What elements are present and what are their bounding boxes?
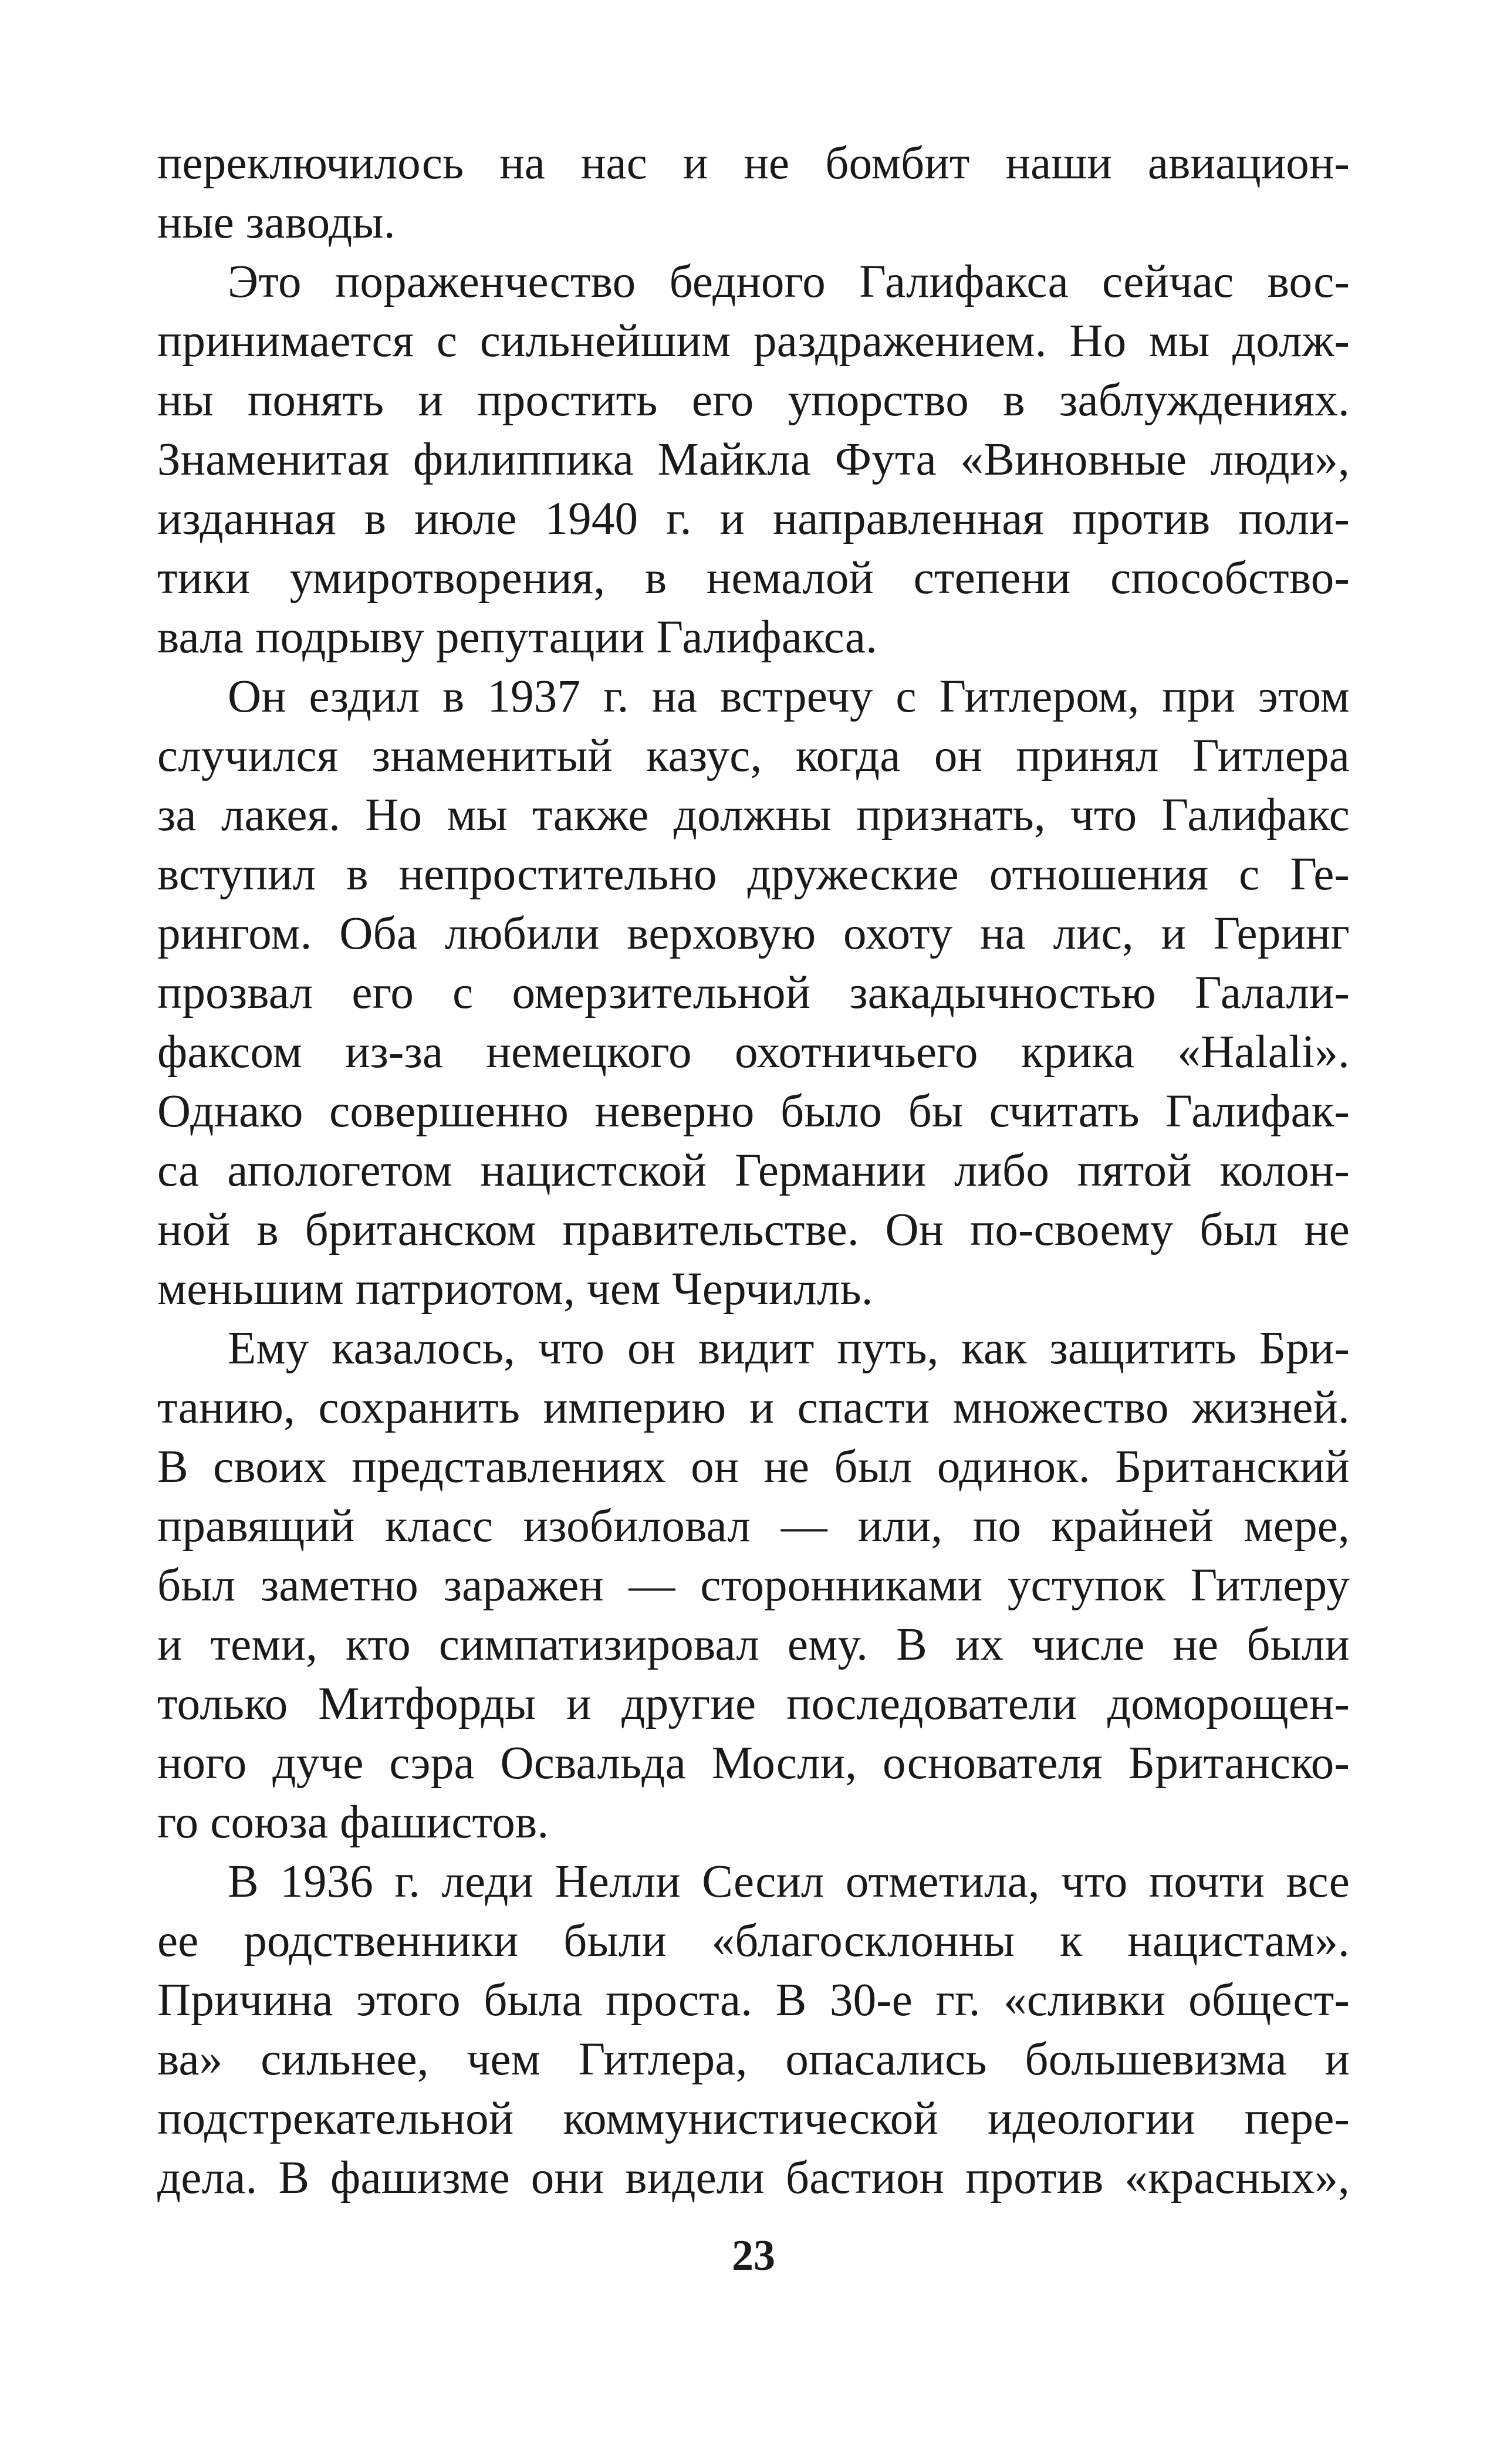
text-line: са апологетом нацистской Германии либо пятой колон- (157, 1145, 1350, 1196)
text-line: изданная в июле 1940 г. и направленная против поли- (157, 493, 1350, 544)
text-line: рингом. Оба любили верховую охоту на лис, и Геринг (157, 908, 1350, 959)
text-line: го союза фашистов. (157, 1797, 549, 1848)
text-line: Он ездил в 1937 г. на встречу с Гитлером, при этом (228, 671, 1350, 722)
text-line: прозвал его с омерзительной закадычностью Галали- (157, 967, 1350, 1018)
text-line: Причина этого была проста. В 30-е гг. «сливки общест- (157, 1975, 1350, 2026)
paragraph-5 (157, 1852, 1350, 2208)
text-line: В 1936 г. леди Нелли Сесил отметила, что почти все (228, 1856, 1350, 1907)
text-line: за лакея. Но мы также должны признать, что Галифакс (157, 790, 1350, 841)
text-line: только Митфорды и другие последователи доморощен- (157, 1678, 1350, 1729)
page-number: 23 (732, 2232, 775, 2280)
text-line: вала подрыву репутации Галифакса. (157, 612, 878, 663)
text-line: Это пораженчество бедного Галифакса сейчас вос- (228, 256, 1350, 307)
text-line: принимается с сильнейшим раздражением. Но мы долж- (157, 316, 1350, 367)
text-line: правящий класс изобиловал — или, по крайней мере, (157, 1501, 1350, 1552)
text-line: был заметно заражен — сторонниками уступок Гитлеру (157, 1560, 1350, 1611)
text-line: В своих представлениях он не был одинок. Британский (157, 1441, 1350, 1492)
paragraph-1 (157, 134, 1350, 252)
text-line: Ему казалось, что он видит путь, как защитить Бри- (228, 1323, 1350, 1374)
text-line: факсом из-за немецкого охотничьего крика «Halali». (157, 1027, 1350, 1078)
text-line: подстрекательной коммунистической идеологии пере- (157, 2093, 1350, 2144)
text-line: ее родственники были «благосклонны к нацистам». (157, 1915, 1350, 1967)
text-line: случился знаменитый казус, когда он принял Гитлера (157, 730, 1350, 781)
text-line: меньшим патриотом, чем Черчилль. (157, 1264, 873, 1315)
text-line: ны понять и простить его упорство в заблуждениях. (157, 375, 1350, 426)
text-line: вступил в непростительно дружеские отношения с Ге- (157, 849, 1350, 900)
text-line: танию, сохранить империю и спасти множество жизней. (157, 1382, 1350, 1433)
text-line: Знаменитая филиппика Майкла Фута «Виновные люди», (157, 434, 1350, 485)
text-line: ва» сильнее, чем Гитлера, опасались большевизма и (157, 2034, 1350, 2085)
text-line: переключилось на нас и не бомбит наши авиацион- (157, 138, 1350, 189)
paragraph-4 (157, 1319, 1350, 1852)
text-line: тики умиротворения, в немалой степени способство- (157, 553, 1350, 604)
text-line: и теми, кто симпатизировал ему. В их числе не были (157, 1619, 1350, 1670)
paragraph-2 (157, 252, 1350, 667)
book-page-text (157, 134, 1350, 2208)
text-line: ной в британском правительстве. Он по-своему был не (157, 1204, 1350, 1255)
text-line: ного дуче сэра Освальда Мосли, основателя Британско- (157, 1738, 1350, 1789)
text-line: дела. В фашизме они видели бастион против «красных», (157, 2152, 1350, 2204)
paragraph-3 (157, 667, 1350, 1319)
text-line: ные заводы. (157, 197, 396, 248)
text-line: Однако совершенно неверно было бы считать Галифак- (157, 1086, 1350, 1137)
